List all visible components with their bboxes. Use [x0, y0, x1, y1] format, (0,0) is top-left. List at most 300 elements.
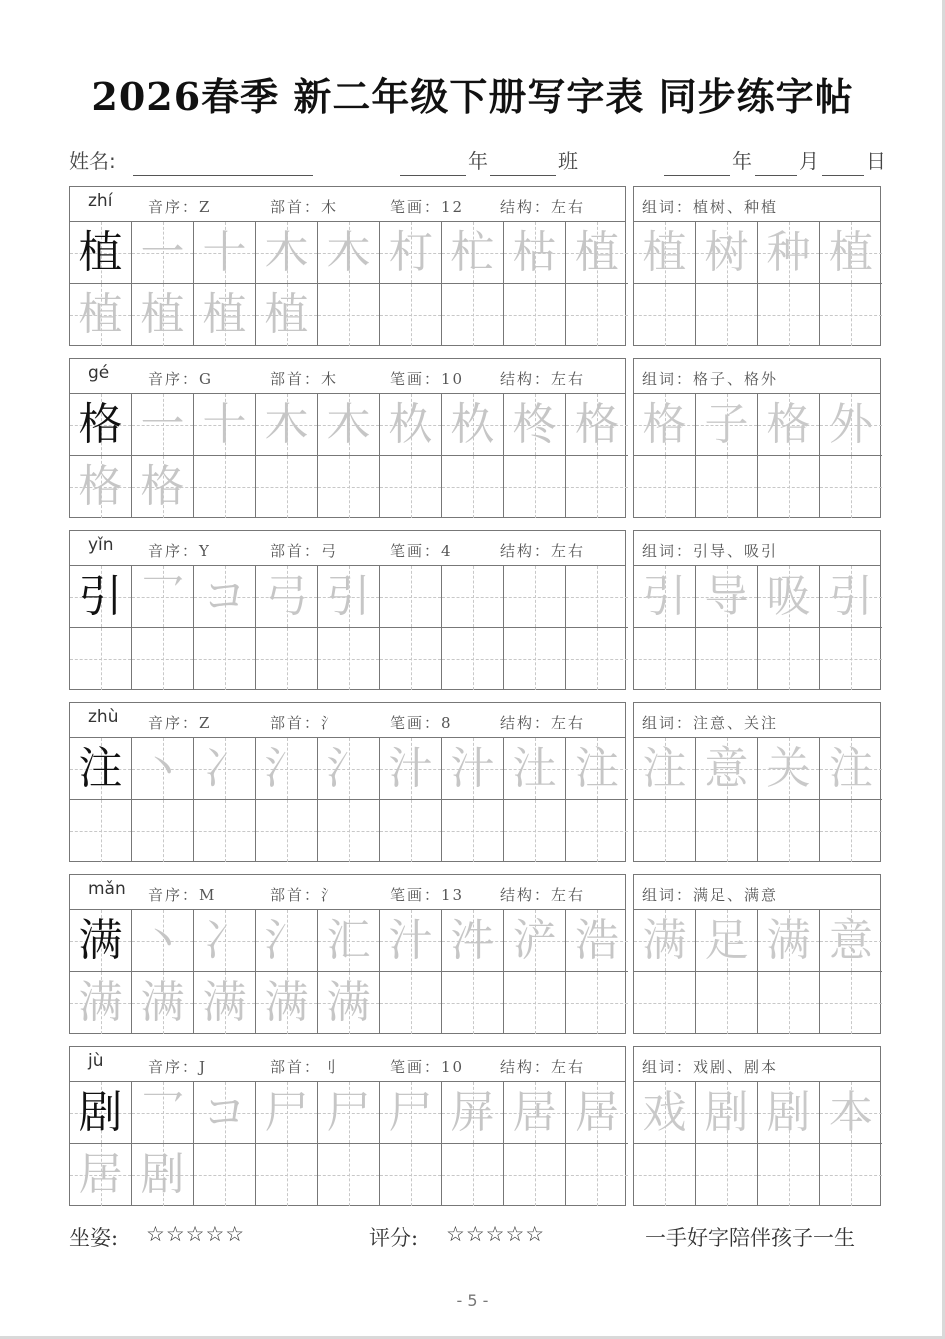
- stroke-step: 乛: [140, 571, 185, 622]
- class-field[interactable]: [490, 146, 556, 176]
- grade-field[interactable]: [400, 146, 466, 176]
- grid-cell[interactable]: [256, 566, 318, 628]
- pinyin: yǐn: [88, 535, 114, 555]
- grid-cell[interactable]: [318, 800, 380, 862]
- grid-cell[interactable]: [442, 394, 504, 456]
- yinxu-value: Z: [199, 198, 212, 216]
- grid-cell[interactable]: [132, 456, 194, 518]
- jiegou-value: 左右: [551, 542, 586, 560]
- word-meta: [634, 703, 880, 738]
- char-meta: [70, 703, 625, 738]
- grid-cell[interactable]: [380, 1144, 442, 1206]
- stroke-step: 尸: [264, 1087, 309, 1138]
- grid-cell[interactable]: [132, 910, 194, 972]
- grid-cell[interactable]: [194, 1082, 256, 1144]
- word-character: 足: [704, 915, 749, 966]
- grid-cell[interactable]: [132, 566, 194, 628]
- word-grid: [634, 910, 880, 1034]
- grid-cell[interactable]: [256, 284, 318, 346]
- bihua-field: [390, 884, 464, 905]
- grid-cell[interactable]: [504, 456, 566, 518]
- grid-cell[interactable]: [132, 800, 194, 862]
- grid-cell[interactable]: [758, 972, 820, 1034]
- word-character: 外: [829, 399, 873, 450]
- grid-cell[interactable]: [820, 628, 882, 690]
- jiegou-value: 左右: [551, 714, 586, 732]
- grid-cell[interactable]: [256, 456, 318, 518]
- char-meta: [70, 359, 625, 394]
- grid-cell[interactable]: [820, 284, 882, 346]
- yinxu-value: G: [199, 370, 213, 388]
- word-grid: [634, 222, 880, 346]
- grid-cell[interactable]: [70, 628, 132, 690]
- grid-cell[interactable]: [566, 394, 628, 456]
- grid-cell[interactable]: [566, 1082, 628, 1144]
- grid-cell[interactable]: [380, 222, 442, 284]
- char-block: [69, 530, 881, 690]
- writing-grid: [70, 738, 625, 862]
- grid-cell[interactable]: [504, 800, 566, 862]
- grid-cell[interactable]: [566, 800, 628, 862]
- grid-cell[interactable]: [634, 456, 696, 518]
- stroke-step: 朾: [388, 227, 433, 278]
- stroke-step: 乛: [140, 1087, 185, 1138]
- stroke-step: 尸: [326, 1087, 371, 1138]
- grid-cell[interactable]: [70, 566, 132, 628]
- yinxu-value: M: [199, 886, 217, 904]
- grid-cell[interactable]: [758, 456, 820, 518]
- grid-cell[interactable]: [70, 284, 132, 346]
- stroke-step: 十: [202, 227, 247, 278]
- grid-cell[interactable]: [194, 456, 256, 518]
- grid-cell[interactable]: [504, 394, 566, 456]
- grid-cell[interactable]: [820, 222, 882, 284]
- grid-cell[interactable]: [442, 910, 504, 972]
- word-meta: [634, 1047, 880, 1082]
- grid-cell[interactable]: [132, 1082, 194, 1144]
- grid-cell[interactable]: [442, 738, 504, 800]
- zuci-value: 戏剧、剧本: [693, 1058, 779, 1076]
- grid-cell[interactable]: [256, 800, 318, 862]
- stroke-step: 汼: [450, 915, 495, 966]
- jiegou-label: 结构：: [500, 542, 552, 560]
- stroke-step: 杧: [450, 227, 495, 278]
- grid-cell[interactable]: [194, 394, 256, 456]
- grid-cell[interactable]: [256, 910, 318, 972]
- grid-cell[interactable]: [318, 284, 380, 346]
- yinxu-label: 音序：: [148, 886, 200, 904]
- grid-cell[interactable]: [256, 738, 318, 800]
- zuci-label: 组词：: [642, 1058, 694, 1076]
- stroke-card: [69, 186, 626, 346]
- grid-cell[interactable]: [318, 456, 380, 518]
- grid-cell[interactable]: [318, 566, 380, 628]
- grid-cell[interactable]: [256, 394, 318, 456]
- grid-cell[interactable]: [634, 972, 696, 1034]
- grid-cell[interactable]: [634, 738, 696, 800]
- bushou-field: [270, 368, 338, 389]
- grid-cell[interactable]: [380, 800, 442, 862]
- stroke-step: 植: [140, 289, 185, 340]
- grid-cell[interactable]: [132, 1144, 194, 1206]
- grid-cell[interactable]: [696, 800, 758, 862]
- grid-cell[interactable]: [380, 284, 442, 346]
- yinxu-label: 音序：: [148, 198, 200, 216]
- grid-cell[interactable]: [442, 628, 504, 690]
- word-character: 剧: [704, 1087, 749, 1138]
- bushou-value: 木: [321, 198, 339, 216]
- grid-cell[interactable]: [132, 222, 194, 284]
- grid-cell[interactable]: [566, 222, 628, 284]
- char-block: [69, 186, 881, 346]
- grid-cell[interactable]: [758, 738, 820, 800]
- grid-cell[interactable]: [504, 738, 566, 800]
- grid-cell[interactable]: [194, 910, 256, 972]
- grid-cell[interactable]: [634, 1144, 696, 1206]
- stroke-step: 十: [202, 399, 247, 450]
- date-day-field[interactable]: [822, 146, 864, 176]
- grid-cell[interactable]: [758, 800, 820, 862]
- word-character: 意: [704, 743, 749, 794]
- grid-cell[interactable]: [696, 972, 758, 1034]
- grid-cell[interactable]: [194, 222, 256, 284]
- grid-cell[interactable]: [380, 910, 442, 972]
- jiegou-label: 结构：: [500, 370, 552, 388]
- stroke-step: コ: [202, 1087, 247, 1138]
- grid-cell[interactable]: [70, 800, 132, 862]
- jiegou-label: 结构：: [500, 198, 552, 216]
- grid-cell[interactable]: [70, 910, 132, 972]
- stroke-step: 居: [78, 1149, 123, 1200]
- grid-cell[interactable]: [758, 222, 820, 284]
- grid-cell[interactable]: [696, 738, 758, 800]
- zuci-label: 组词：: [642, 198, 694, 216]
- grid-cell[interactable]: [758, 1144, 820, 1206]
- grid-cell[interactable]: [132, 738, 194, 800]
- grid-cell[interactable]: [380, 628, 442, 690]
- jiegou-field: [500, 884, 585, 905]
- grid-cell[interactable]: [70, 456, 132, 518]
- word-character: 戏: [642, 1087, 687, 1138]
- word-grid: [634, 566, 880, 690]
- word-character: 注: [829, 743, 873, 794]
- zuci-label: 组词：: [642, 714, 694, 732]
- grid-cell[interactable]: [194, 628, 256, 690]
- grid-cell[interactable]: [70, 738, 132, 800]
- grid-cell[interactable]: [442, 222, 504, 284]
- grid-cell[interactable]: [70, 972, 132, 1034]
- grid-cell[interactable]: [696, 222, 758, 284]
- stroke-step: 居: [512, 1087, 557, 1138]
- grid-cell[interactable]: [634, 910, 696, 972]
- bihua-label: 笔画：: [390, 198, 442, 216]
- yinxu-field: [148, 196, 211, 217]
- stroke-step: 冫: [202, 915, 247, 966]
- stroke-step: 弓: [264, 571, 309, 622]
- grid-cell[interactable]: [758, 1082, 820, 1144]
- yinxu-field: [148, 712, 211, 733]
- score-stars[interactable]: ☆☆☆☆☆: [446, 1222, 546, 1246]
- grid-cell[interactable]: [256, 1082, 318, 1144]
- grid-cell[interactable]: [318, 1082, 380, 1144]
- grid-cell[interactable]: [696, 394, 758, 456]
- grid-cell[interactable]: [442, 1144, 504, 1206]
- bihua-value: 13: [441, 886, 465, 904]
- grid-cell[interactable]: [318, 628, 380, 690]
- main-character: 注: [78, 743, 123, 794]
- word-character: 引: [642, 571, 687, 622]
- grid-cell[interactable]: [820, 738, 882, 800]
- grid-cell[interactable]: [758, 566, 820, 628]
- grid-cell[interactable]: [634, 394, 696, 456]
- zuci-value: 满足、满意: [693, 886, 779, 904]
- word-grid: [634, 394, 880, 518]
- grid-cell[interactable]: [318, 972, 380, 1034]
- stroke-step: 格: [78, 461, 123, 512]
- char-meta: [70, 875, 625, 910]
- stroke-step: 木: [264, 399, 309, 450]
- grid-cell[interactable]: [504, 628, 566, 690]
- word-character: 本: [829, 1087, 873, 1138]
- grid-cell[interactable]: [70, 1082, 132, 1144]
- bushou-label: 部首：: [270, 542, 322, 560]
- bihua-field: [390, 196, 464, 217]
- stroke-step: 剧: [140, 1149, 185, 1200]
- grid-cell[interactable]: [820, 972, 882, 1034]
- stroke-step: 植: [202, 289, 247, 340]
- grid-cell[interactable]: [256, 1144, 318, 1206]
- grid-cell[interactable]: [132, 284, 194, 346]
- bihua-label: 笔画：: [390, 542, 442, 560]
- date-year-field[interactable]: [664, 146, 730, 176]
- main-character: 满: [78, 915, 123, 966]
- stroke-card: [69, 530, 626, 690]
- stroke-step: 氵: [264, 915, 309, 966]
- grid-cell[interactable]: [820, 1082, 882, 1144]
- yinxu-field: [148, 368, 213, 389]
- stroke-step: 注: [575, 743, 619, 794]
- grid-cell[interactable]: [758, 910, 820, 972]
- jiegou-label: 结构：: [500, 1058, 552, 1076]
- bihua-value: 10: [441, 1058, 465, 1076]
- word-character: 植: [642, 227, 687, 278]
- grid-cell[interactable]: [318, 910, 380, 972]
- yinxu-label: 音序：: [148, 542, 200, 560]
- stroke-step: 格: [575, 399, 619, 450]
- grid-cell[interactable]: [70, 394, 132, 456]
- zuci-field: [642, 368, 778, 389]
- grid-cell[interactable]: [194, 738, 256, 800]
- grid-cell[interactable]: [504, 284, 566, 346]
- stroke-step: 木: [326, 227, 371, 278]
- grid-cell[interactable]: [820, 800, 882, 862]
- yinxu-field: [148, 1056, 207, 1077]
- zuci-value: 植树、种植: [693, 198, 779, 216]
- grid-cell[interactable]: [442, 1082, 504, 1144]
- grid-cell[interactable]: [504, 566, 566, 628]
- grid-cell[interactable]: [504, 1144, 566, 1206]
- word-character: 注: [642, 743, 687, 794]
- date-year-label: 年: [732, 149, 752, 173]
- score-label: 评分:: [369, 1226, 419, 1250]
- zuci-label: 组词：: [642, 542, 694, 560]
- grid-cell[interactable]: [566, 566, 628, 628]
- grid-cell[interactable]: [442, 800, 504, 862]
- grid-cell[interactable]: [380, 738, 442, 800]
- jiegou-value: 左右: [551, 886, 586, 904]
- grid-cell[interactable]: [634, 566, 696, 628]
- grid-cell[interactable]: [696, 628, 758, 690]
- date-month-field[interactable]: [755, 146, 797, 176]
- bushou-field: [270, 712, 338, 733]
- word-meta: [634, 875, 880, 910]
- writing-grid: [70, 566, 625, 690]
- yinxu-value: J: [199, 1058, 208, 1076]
- grid-cell[interactable]: [318, 222, 380, 284]
- grid-cell[interactable]: [634, 222, 696, 284]
- grid-cell[interactable]: [696, 566, 758, 628]
- grid-cell[interactable]: [194, 566, 256, 628]
- zuci-value: 格子、格外: [693, 370, 779, 388]
- grid-cell[interactable]: [566, 910, 628, 972]
- stroke-step: 满: [326, 977, 371, 1028]
- grid-cell[interactable]: [442, 972, 504, 1034]
- grid-cell[interactable]: [566, 456, 628, 518]
- yinxu-field: [148, 884, 216, 905]
- page-title: 2026春季 新二年级下册写字表 同步练字帖: [91, 74, 854, 119]
- name-field[interactable]: [133, 146, 313, 176]
- grid-cell[interactable]: [132, 972, 194, 1034]
- grid-cell[interactable]: [566, 738, 628, 800]
- stroke-step: 柊: [512, 399, 557, 450]
- grid-cell[interactable]: [634, 284, 696, 346]
- grid-cell[interactable]: [566, 284, 628, 346]
- zuci-label: 组词：: [642, 886, 694, 904]
- jiegou-field: [500, 540, 585, 561]
- writing-grid: [70, 394, 625, 518]
- grid-cell[interactable]: [194, 1144, 256, 1206]
- zuci-field: [642, 1056, 778, 1077]
- grid-cell[interactable]: [256, 972, 318, 1034]
- grid-cell[interactable]: [758, 284, 820, 346]
- yinxu-value: Y: [199, 542, 211, 560]
- grid-cell[interactable]: [566, 1144, 628, 1206]
- grid-cell[interactable]: [380, 394, 442, 456]
- grid-cell[interactable]: [634, 1082, 696, 1144]
- bushou-value: 氵: [321, 886, 339, 904]
- grid-cell[interactable]: [758, 394, 820, 456]
- grid-cell[interactable]: [820, 910, 882, 972]
- grid-cell[interactable]: [380, 972, 442, 1034]
- stroke-step: 满: [264, 977, 309, 1028]
- grid-cell[interactable]: [442, 566, 504, 628]
- pinyin: jù: [88, 1051, 104, 1071]
- grid-cell[interactable]: [634, 628, 696, 690]
- stroke-step: 丶: [140, 743, 185, 794]
- main-character: 格: [78, 399, 123, 450]
- grid-cell[interactable]: [504, 1082, 566, 1144]
- grid-cell[interactable]: [820, 456, 882, 518]
- grid-cell[interactable]: [318, 394, 380, 456]
- word-character: 满: [766, 915, 811, 966]
- jiegou-field: [500, 712, 585, 733]
- char-meta: [70, 1047, 625, 1082]
- grid-cell[interactable]: [820, 566, 882, 628]
- bushou-field: [270, 1056, 338, 1077]
- grid-cell[interactable]: [380, 1082, 442, 1144]
- bihua-label: 笔画：: [390, 714, 442, 732]
- grid-cell[interactable]: [318, 738, 380, 800]
- posture-label: 坐姿:: [69, 1226, 119, 1250]
- writing-grid: [70, 910, 625, 1034]
- grid-cell[interactable]: [504, 972, 566, 1034]
- bushou-value: 氵: [321, 714, 339, 732]
- grid-cell[interactable]: [566, 628, 628, 690]
- grid-cell[interactable]: [442, 284, 504, 346]
- stroke-step: 满: [78, 977, 123, 1028]
- grid-cell[interactable]: [820, 394, 882, 456]
- grid-cell[interactable]: [696, 910, 758, 972]
- yinxu-label: 音序：: [148, 1058, 200, 1076]
- grid-cell[interactable]: [132, 628, 194, 690]
- grid-cell[interactable]: [758, 628, 820, 690]
- bihua-label: 笔画：: [390, 370, 442, 388]
- page-number: - 5 -: [456, 1291, 489, 1310]
- grid-cell[interactable]: [696, 284, 758, 346]
- grid-cell[interactable]: [504, 222, 566, 284]
- jiegou-value: 左右: [551, 198, 586, 216]
- yinxu-label: 音序：: [148, 370, 200, 388]
- grid-cell[interactable]: [634, 800, 696, 862]
- pinyin: zhí: [88, 191, 113, 211]
- stroke-step: コ: [202, 571, 247, 622]
- grid-cell[interactable]: [70, 222, 132, 284]
- stroke-step: 居: [575, 1087, 619, 1138]
- grid-cell[interactable]: [504, 910, 566, 972]
- stroke-step: 植: [264, 289, 309, 340]
- stroke-step: 丶: [140, 915, 185, 966]
- grid-cell[interactable]: [256, 628, 318, 690]
- grid-cell[interactable]: [696, 1144, 758, 1206]
- posture-stars[interactable]: ☆☆☆☆☆: [146, 1222, 246, 1246]
- grid-cell[interactable]: [380, 456, 442, 518]
- main-character: 剧: [78, 1087, 123, 1138]
- stroke-step: 汁: [388, 743, 433, 794]
- grid-cell[interactable]: [70, 1144, 132, 1206]
- yinxu-field: [148, 540, 211, 561]
- stroke-card: [69, 874, 626, 1034]
- grid-cell[interactable]: [318, 1144, 380, 1206]
- grid-cell[interactable]: [696, 1082, 758, 1144]
- grid-cell[interactable]: [566, 972, 628, 1034]
- bihua-value: 4: [441, 542, 453, 560]
- stroke-step: 浩: [575, 915, 619, 966]
- class-label: 班: [558, 149, 578, 173]
- grid-cell[interactable]: [256, 222, 318, 284]
- grid-cell[interactable]: [820, 1144, 882, 1206]
- grid-cell[interactable]: [194, 972, 256, 1034]
- grid-cell[interactable]: [194, 284, 256, 346]
- zuci-value: 注意、关注: [693, 714, 779, 732]
- student-info-row: [0, 146, 945, 178]
- grid-cell[interactable]: [194, 800, 256, 862]
- stroke-step: 木: [326, 399, 371, 450]
- grid-cell[interactable]: [696, 456, 758, 518]
- grid-cell[interactable]: [380, 566, 442, 628]
- grid-cell[interactable]: [442, 456, 504, 518]
- grid-cell[interactable]: [132, 394, 194, 456]
- stroke-step: 满: [140, 977, 185, 1028]
